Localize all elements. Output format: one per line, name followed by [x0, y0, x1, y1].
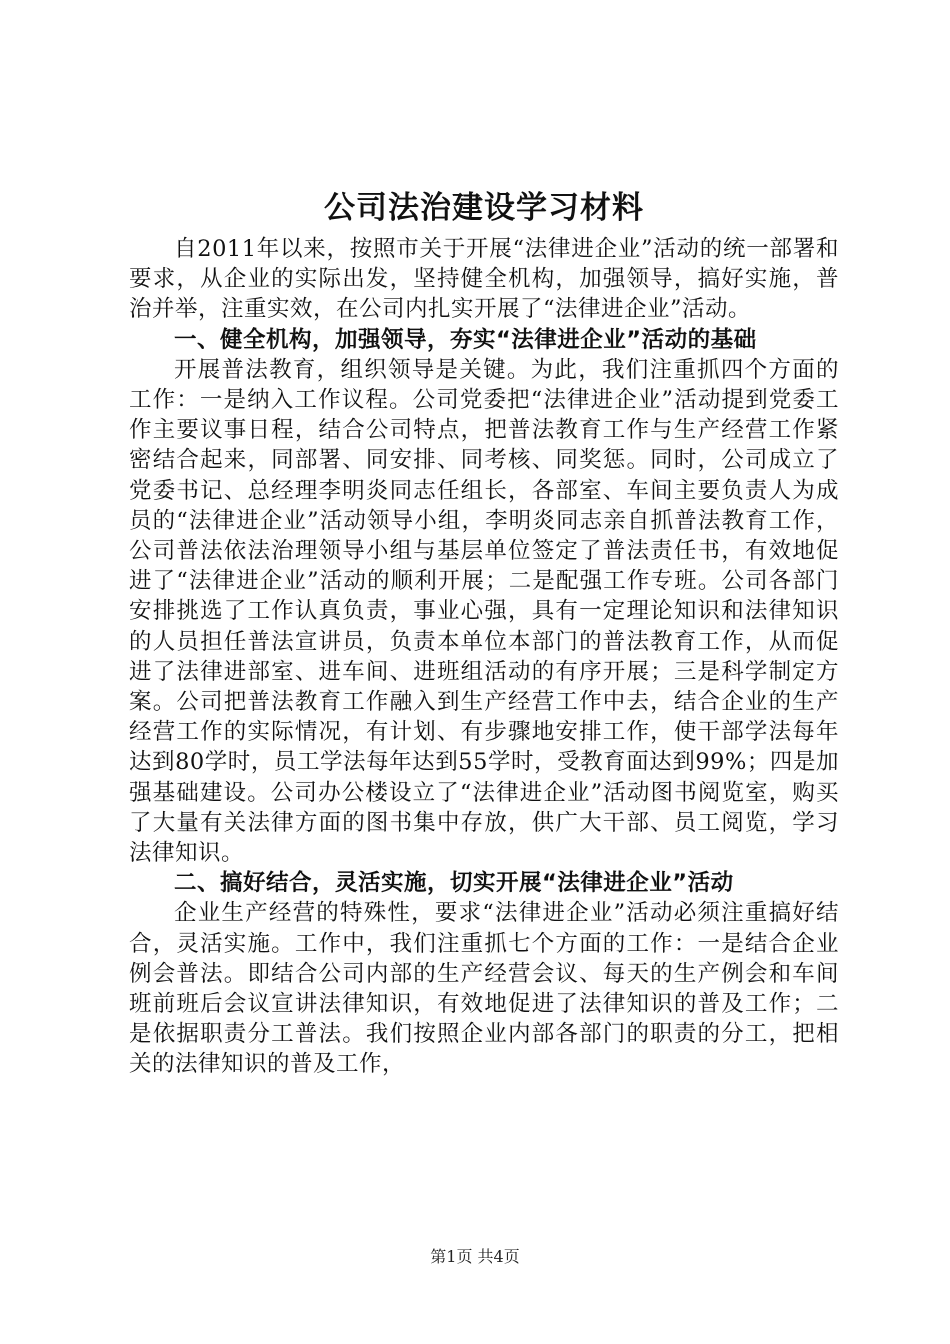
- section-2-paragraph: 企业生产经营的特殊性，要求“法律进企业”活动必须注重搞好结合，灵活实施。工作中，我们注重抓七个方面的工作：一是结合企业例会普法。即结合公司内部的生产经营会议、每天的生产例会和车间班前班后会议宣讲法律知识，有效地促进了法律知识的普及工作；二是依据职责分工普法。我们按照企业内部各部门的职责的分工，把相关的法律知识的普及工作，: [129, 900, 839, 1078]
- section-1-paragraph: 开展普法教育，组织领导是关键。为此，我们注重抓四个方面的工作：一是纳入工作议程。公司党委把“法律进企业”活动提到党委工作主要议事日程，结合公司特点，把普法教育工作与生产经营工作紧密结合起来，同部署、同安排、同考核、同奖惩。同时，公司成立了党委书记、总经理李明炎同志任组长，各部室、车间主要负责人为成员的“法律进企业”活动领导小组，李明炎同志亲自抓普法教育工作，公司普法依法治理领导小组与基层单位签定了普法责任书，有效地促进了“法律进企业”活动的顺利开展；二是配强工作专班。公司各部门安排挑选了工作认真负责，事业心强，具有一定理论知识和法律知识的人员担任普法宣讲员，负责本单位本部门的普法教育工作，从而促进了法律进部室、进车间、进班组活动的有序开展；三是科学制定方案。公司把普法教育工作融入到生产经营工作中去，结合企业的生产经营工作的实际情况，有计划、有步骤地安排工作，使干部学法每年达到80学时，员工学法每年达到55学时，受教育面达到99%；四是加强基础建设。公司办公楼设立了“法律进企业”活动图书阅览室，购买了大量有关法律方面的图书集中存放，供广大干部、员工阅览，学习法律知识。: [129, 356, 839, 867]
- intro-paragraph: 自2011年以来，按照市关于开展“法律进企业”活动的统一部署和要求，从企业的实际出发，坚持健全机构，加强领导，搞好实施，普治并举，注重实效，在公司内扎实开展了“法律进企业”活动。: [129, 236, 839, 323]
- page-number-footer: 第1页 共4页: [430, 1247, 520, 1266]
- document-body: [129, 184, 839, 1080]
- document-title: 公司法治建设学习材料: [324, 190, 644, 226]
- section-heading-1: 一、健全机构，加强领导，夯实“法律进企业”活动的基础: [174, 326, 757, 353]
- section-heading-2: 二、搞好结合，灵活实施，切实开展“法律进企业”活动: [174, 870, 734, 897]
